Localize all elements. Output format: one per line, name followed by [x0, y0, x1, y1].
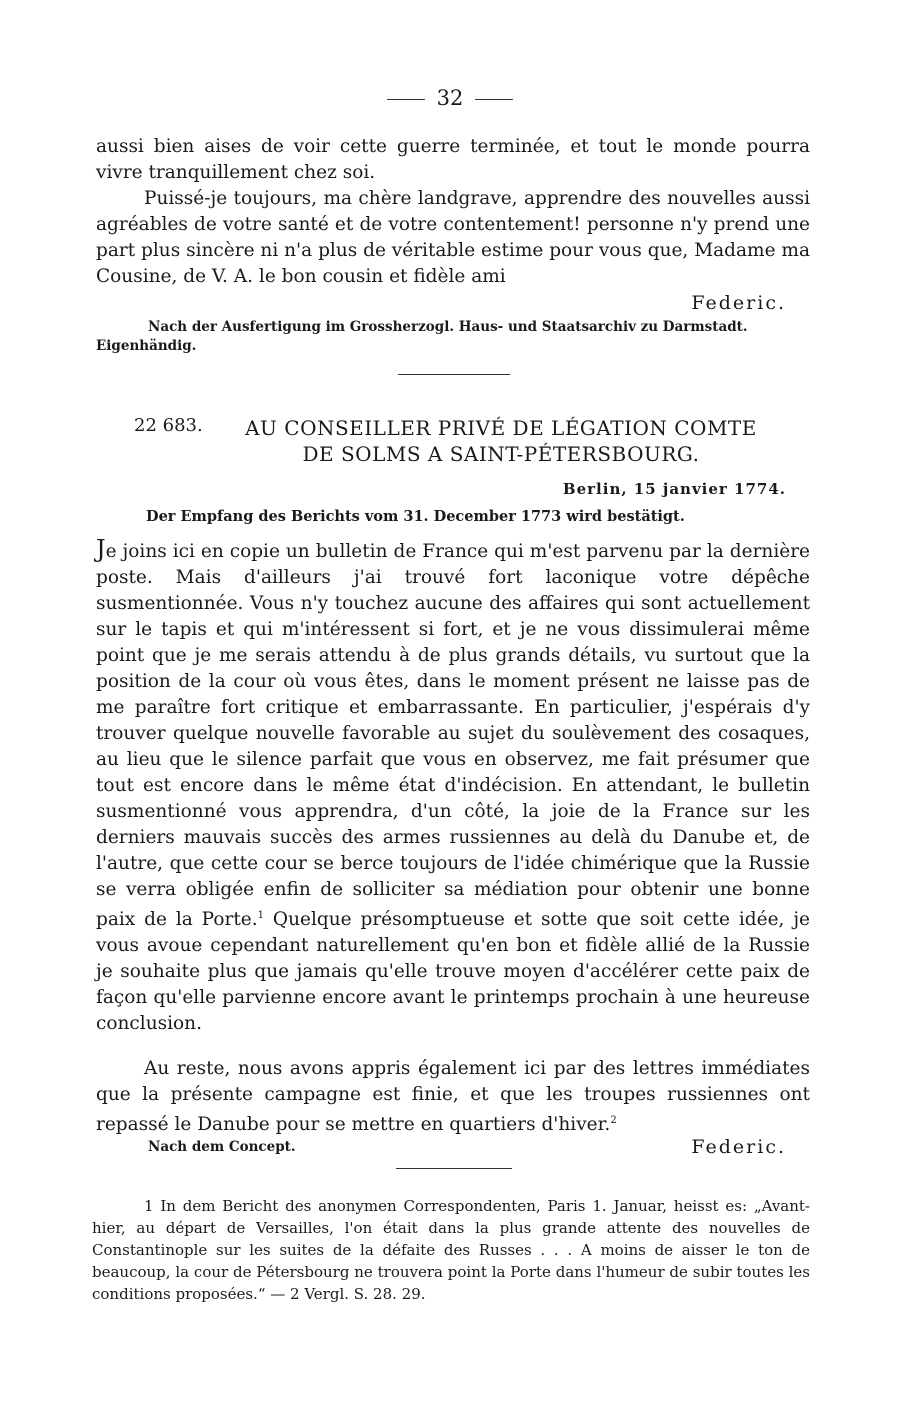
document-title-line-1: AU CONSEILLER PRIVÉ DE LÉGATION COMTE — [245, 416, 757, 440]
page-header — [0, 86, 900, 110]
footnote-divider — [396, 1168, 512, 1169]
letter-body-paragraph-2 — [96, 1056, 810, 1138]
letter-body-text-1-cont: Quelque présomptueuse et sotte que soit cette idée, je vous avoue cependant naturellement qu'en bon et fidèle allié de la Russie je souhaite plus que jamais qu'elle trouve moyen d'accélérer cette paix de façon qu'elle parvienne encore avant le printemps prochain à une heureuse conclusion. — [96, 909, 810, 1035]
footnote-ref-1: 1 — [257, 910, 264, 921]
previous-signature: Federic. — [691, 292, 786, 314]
initial-letter: J — [96, 535, 106, 563]
document-number: 22 683. — [134, 415, 203, 436]
page-number: 32 — [436, 86, 464, 110]
section-divider — [398, 374, 510, 375]
header-dash-right — [475, 99, 513, 100]
dateline: Berlin, 15 janvier 1774. — [562, 480, 786, 498]
previous-source-note: Nach der Ausfertigung im Grossherzogl. Haus- und Staatsarchiv zu Darmstadt. Eigenhändig. — [96, 319, 748, 354]
document-title-line-2: DE SOLMS A SAINT-PÉTERSBOURG. — [302, 442, 700, 466]
header-dash-left — [387, 99, 425, 100]
document-source-note: Nach dem Concept. — [148, 1139, 296, 1155]
document-title — [228, 415, 774, 467]
previous-letter-ending: aussi bien aises de voir cette guerre terminée, et tout le monde pourra vivre tranquillement chez soi. — [96, 136, 810, 183]
previous-letter-closing: Puissé-je toujours, ma chère landgrave, apprendre des nouvelles aussi agréables de votre santé et de votre contentement! personne n'y prend une part plus sincère ni n'a plus de véritable estime pour vous que, Madame ma Cousine, de V. A. le bon cousin et fidèle ami — [96, 188, 810, 287]
footnotes: 1 In dem Bericht des anonymen Correspondenten, Paris 1. Januar, heisst es: „Avant-hier, au départ de Versailles, l'on était dans la plus grande attente des nouvelles de Constantinople sur les suites de la défaite des Russes . . . A moins de aisser le ton de beaucoup, la cour de Pétersbourg ne trouvera point la Porte dans l'humeur de subir toutes les conditions proposées.“ — 2 Vergl. S. 28. 29. — [92, 1197, 810, 1303]
footnote-ref-2: 2 — [610, 1115, 617, 1126]
letter-body-text-2: Au reste, nous avons appris également ici par des lettres immédiates que la présente campagne est finie, et que les troupes russiennes ont repassé le Danube pour se mettre en quartiers d'hiver. — [96, 1058, 810, 1136]
document-signature: Federic. — [691, 1136, 786, 1158]
document-summary: Der Empfang des Berichts vom 31. December 1773 wird bestätigt. — [146, 508, 685, 525]
letter-body-text-1: e joins ici en copie un bulletin de France qui m'est parvenu par la dernière poste. Mais d'ailleurs j'ai trouvé fort laconique votre dépêche susmentionnée. Vous n'y touchez aucune des affaires qui sont actuellement sur le tapis et qui m'intéressent si fort, et je ne vous dissimulerai même point que je me serais attendu à de plus grands détails, vu surtout que la position de la cour où vous êtes, dans le moment présent ne laisse pas de me paraître fort critique et embarrassante. En particulier, j'espérais d'y trouver quelque nouvelle favorable au sujet du soulèvement des cosaques, au lieu que le silence parfait que vous en observez, me fait présumer que tout est encore dans le même état d'indécision. En attendant, le bulletin susmentionné vous apprendra, d'un côté, la joie de la France sur les derniers mauvais succès des armes russiennes au delà du Danube et, de l'autre, que cette cour se berce toujours de l'idée chimérique que la Russie se verra obligée enfin de solliciter sa médiation pour obtenir une bonne paix de la Porte. — [96, 541, 810, 931]
letter-body-paragraph-1 — [96, 536, 810, 1037]
